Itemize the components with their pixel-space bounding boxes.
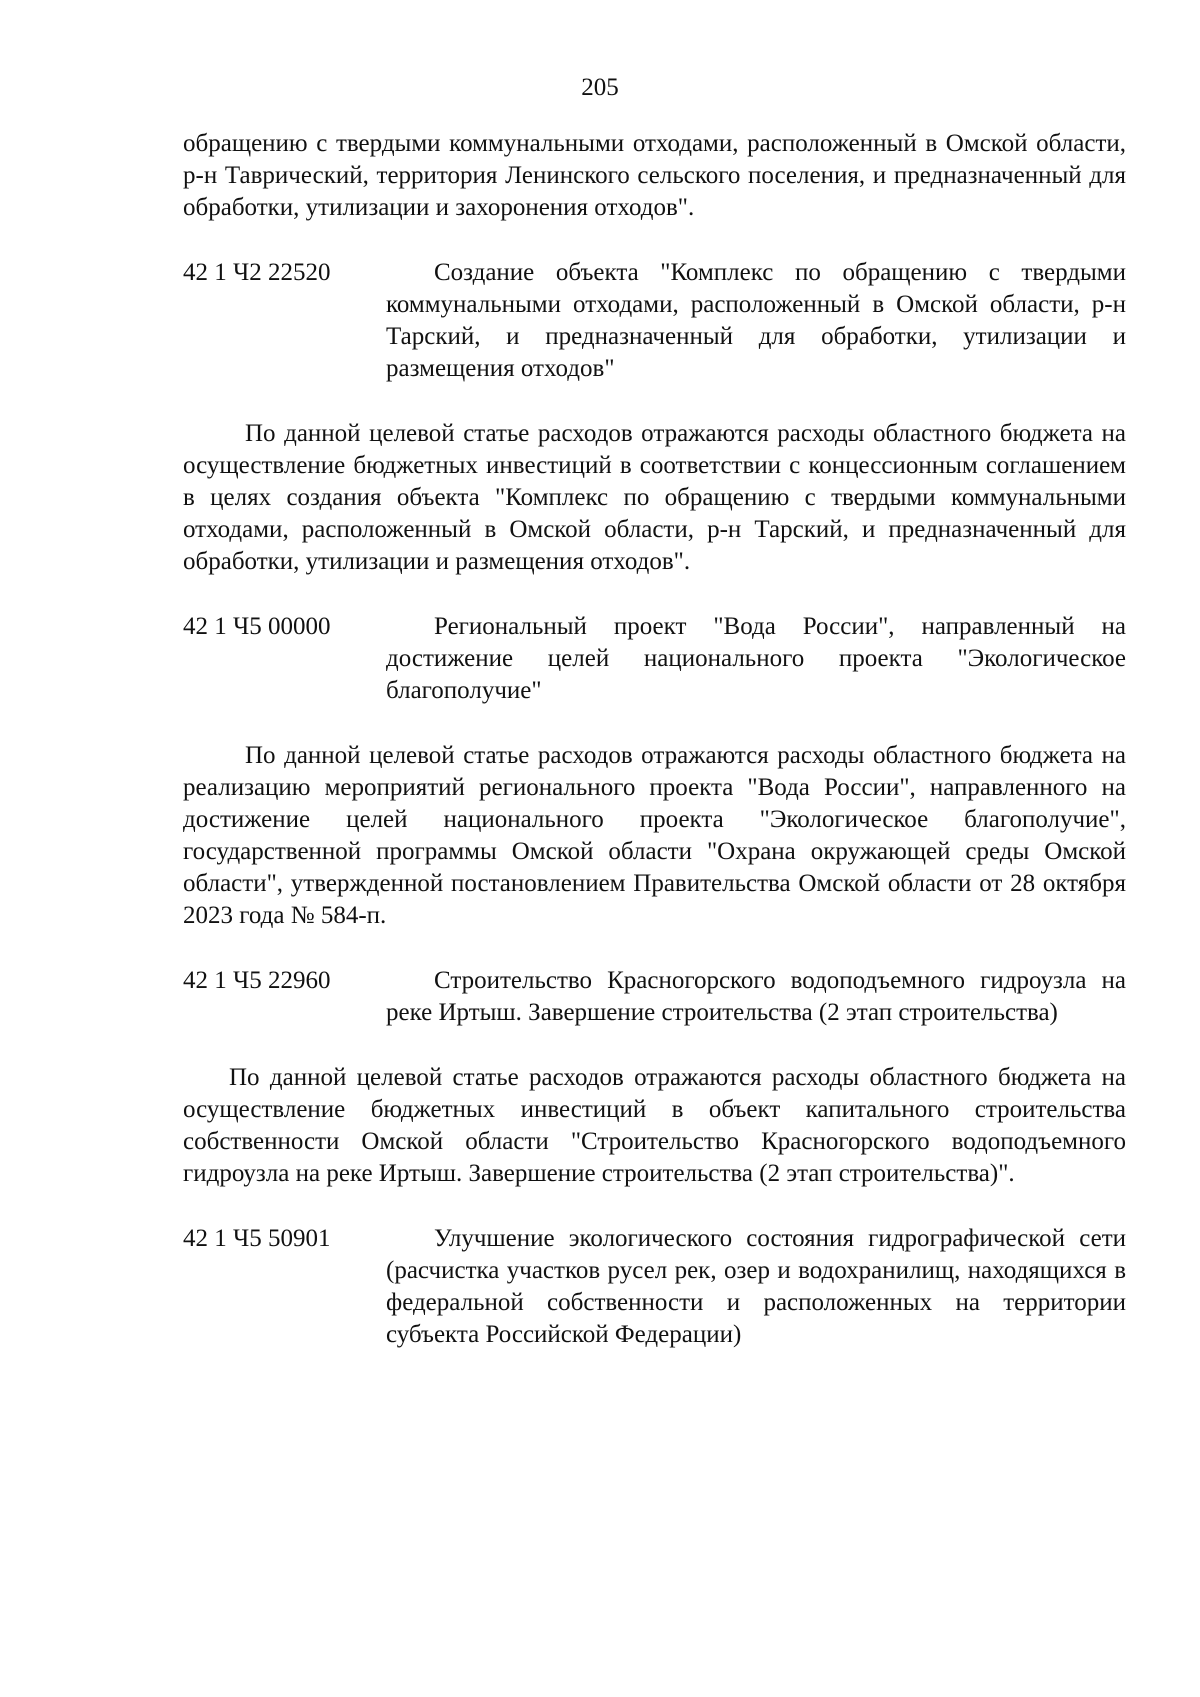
budget-code-title: Региональный проект "Вода России", направленный на достижение целей национального проекта "Экологическое благополучие" (386, 613, 1126, 704)
paragraph: По данной целевой статье расходов отражаются расходы областного бюджета на осуществление бюджетных инвестиций в соответствии с концессионным соглашением в целях создания объекта "Комплекс по обращению с твердыми коммунальными отходами, расположенный в Омской области, р-н Тарский, и предназначенный для обработки, утилизации и размещения отходов". (183, 420, 1126, 575)
spacer (183, 1190, 1126, 1223)
paragraph-continuation: обращению с твердыми коммунальными отходами, расположенный в Омской области, р-н Таврический, территория Ленинского сельского поселения, и предназначенный для обработки, утилизации и захоронения отходов". (183, 130, 1126, 221)
spacer (183, 932, 1126, 965)
budget-code: 42 1 Ч5 00000 (183, 613, 331, 640)
spacer (183, 224, 1126, 257)
spacer (183, 578, 1126, 611)
budget-code: 42 1 Ч5 22960 (183, 967, 331, 994)
budget-code-entry (183, 965, 1126, 1029)
paragraph: По данной целевой статье расходов отражаются расходы областного бюджета на осуществление бюджетных инвестиций в объект капитального строительства собственности Омской области "Строительство Красногорского водоподъемного гидроузла на реке Иртыш. Завершение строительства (2 этап строительства)". (183, 1064, 1126, 1187)
budget-code: 42 1 Ч5 50901 (183, 1225, 331, 1252)
paragraph: По данной целевой статье расходов отражаются расходы областного бюджета на реализацию мероприятий регионального проекта "Вода России", направленного на достижение целей национального проекта "Экологическое благополучие", государственной программы Омской области "Охрана окружающей среды Омской области", утвержденной постановлением Правительства Омской области от 28 октября 2023 года № 584-п. (183, 742, 1126, 929)
budget-code: 42 1 Ч2 22520 (183, 259, 331, 286)
budget-code-title: Строительство Красногорского водоподъемного гидроузла на реке Иртыш. Завершение строительства (2 этап строительства) (386, 967, 1126, 1026)
budget-code-title: Создание объекта "Комплекс по обращению с твердыми коммунальными отходами, расположенный в Омской области, р-н Тарский, и предназначенный для обработки, утилизации и размещения отходов" (386, 259, 1126, 382)
budget-code-entry (183, 1223, 1126, 1351)
spacer (183, 1029, 1126, 1062)
budget-code-title: Улучшение экологического состояния гидрографической сети (расчистка участков русел рек, озер и водохранилищ, находящихся в федеральной собственности и расположенных на территории субъекта Российской Федерации) (386, 1225, 1126, 1348)
spacer (183, 707, 1126, 740)
document-body (183, 128, 1126, 1351)
spacer (183, 385, 1126, 418)
budget-code-entry (183, 257, 1126, 385)
page-number: 205 (581, 74, 619, 101)
budget-code-entry (183, 611, 1126, 707)
